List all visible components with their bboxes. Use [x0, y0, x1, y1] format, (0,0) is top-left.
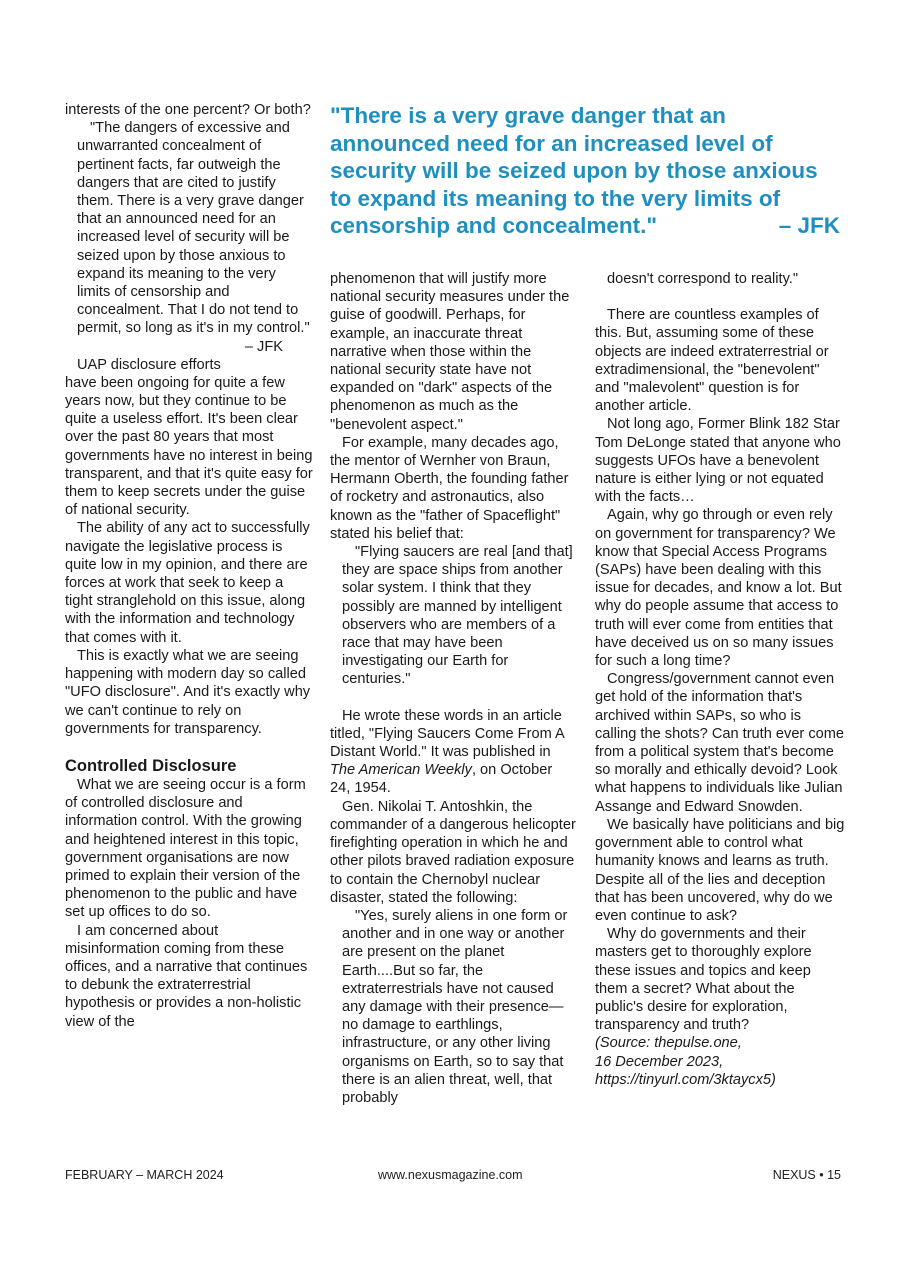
- block-quote: "Flying saucers are real [and that] they are space ships from another solar system. I think that they possibly are manned by intelligent observers who are members of a race that may have been investigating our Earth for centuries.": [342, 544, 573, 688]
- block-quote-text: "The dangers of excessive and unwarranted concealment of pertinent facts, far outweigh the dangers that are cited to justify them. There is a very grave danger that an announced need for an increased level of security will be seized upon by those anxious to expand its meaning to the very limits of censorship and concealment. That I do not tend to permit, so long as it's in my control.": [77, 120, 310, 337]
- publication-title: The American Weekly: [330, 762, 472, 779]
- paragraph: What we are seeing occur is a form of controlled disclosure and information control. With the growing and heightened interest in this topic, government organisations are now primed to explain their version of the phenomenon to the public and have set up offices to do so.: [65, 776, 306, 921]
- spacer: [330, 689, 576, 707]
- paragraph: This is exactly what we are seeing happening with modern day so called "UFO disclosure". And it's exactly why we can't continue to rely on governments for transparency.: [65, 647, 311, 737]
- block-quote: [65, 119, 313, 355]
- paragraph: [330, 707, 576, 798]
- spacer: [595, 288, 845, 306]
- paragraph: UAP disclosure efforts have been ongoing for quite a few years now, but they continue to be quite a useless effort. It's been clear over the past 80 years that most governments have no interest in being transparent, and that it's quite easy for them to keep secrets under the guise of national security.: [65, 356, 313, 519]
- paragraph: Why do governments and their masters get to thoroughly explore these issues and topics and keep them a secret? What about the public's desire for exploration, transparency and truth?: [595, 926, 812, 1034]
- paragraph: phenomenon that will justify more national security measures under the guise of goodwill. Perhaps, for example, an inaccurate threat narrative when those within the national security state have not expanded on "dark" aspects of the phenomenon as much as the "benevolent aspect.": [330, 271, 570, 433]
- paragraph: The ability of any act to successfully navigate the legislative process is quite low in my opinion, and there are forces at work that seek to keep a tight stranglehold on this issue, along with the information and technology that comes with it.: [65, 520, 310, 646]
- column-right: [595, 270, 845, 1089]
- footer-issue-date: FEBRUARY – MARCH 2024: [65, 1168, 224, 1182]
- paragraph: There are countless examples of this. But, assuming some of these objects are indeed extraterrestrial or extradimensional, the "benevolent" and "malevolent" question is for another article.: [595, 307, 829, 415]
- paragraph: Gen. Nikolai T. Antoshkin, the commander of a dangerous helicopter firefighting operation in which he and other pilots braved radiation exposure to contain the Chernobyl nuclear disaster, stated the following:: [330, 798, 576, 906]
- paragraph: Not long ago, Former Blink 182 Star Tom DeLonge stated that anyone who suggests UFOs have a benevolent nature is either lying or not equated with the facts…: [595, 416, 841, 506]
- column-left: [65, 101, 313, 1031]
- source-link[interactable]: https://tinyurl.com/3ktaycx5): [595, 1071, 776, 1088]
- paragraph: interests of the one percent? Or both?: [65, 102, 311, 118]
- paragraph-text: , on October 24, 1954.: [330, 762, 553, 797]
- source-line: 16 December 2023,: [595, 1053, 724, 1070]
- paragraph: Again, why go through or even rely on government for transparency? We know that Special Access Programs (SAPs) have been dealing with this issue for decades, and know a lot. But why do people assume that access to truth will ever come from entities that have deceived us on so many issues for such a long time?: [595, 507, 842, 670]
- column-middle: [330, 270, 576, 1107]
- spacer: [65, 738, 313, 756]
- footer-page-number: NEXUS • 15: [772, 1168, 841, 1182]
- paragraph: For example, many decades ago, the mentor of Wernher von Braun, Hermann Oberth, the founding father of rocketry and astronautics, also known as the "father of Spaceflight" stated his belief that:: [330, 434, 569, 542]
- pull-quote: [330, 102, 840, 240]
- paragraph: Congress/government cannot even get hold of the information that's archived within SAPs, so who is calling the shots? Can truth ever come from a political system that's become so morally and ethically devoid? Look what happens to individuals like Julian Assange and Edward Snowden.: [595, 671, 845, 815]
- section-subheading: Controlled Disclosure: [65, 756, 237, 775]
- block-quote: "Yes, surely aliens in one form or another and in one way or another are present on the planet Earth....But so far, the extraterrestrials have not caused any damage with their presence—no damage to earthlings, infrastructure, or any other living organisms on Earth, so to say that there is an alien threat, well, that probably: [342, 907, 568, 1106]
- source-line: (Source: thepulse.one,: [595, 1035, 742, 1052]
- paragraph: doesn't correspond to reality.": [607, 271, 799, 287]
- paragraph: We basically have politicians and big government able to control what humanity knows and learns as truth. Despite all of the lies and deception that has been uncovered, why do we even continue to ask?: [595, 816, 845, 924]
- pull-quote-attribution: – JFK: [778, 213, 840, 239]
- paragraph-text: He wrote these words in an article titled, "Flying Saucers Come From A Distant World." It was published in: [330, 707, 564, 761]
- paragraph: I am concerned about misinformation coming from these offices, and a narrative that continues to debunk the extraterrestrial hypothesis or provides a non-holistic view of the: [65, 922, 308, 1030]
- footer-website-link[interactable]: www.nexusmagazine.com: [378, 1168, 523, 1182]
- block-quote-attribution: – JFK: [244, 338, 283, 355]
- pull-quote-text: "There is a very grave danger that an announced need for an increased level of security will be seized upon by those anxious to expand its meaning to the very limits of censorship and concealment.": [330, 103, 818, 239]
